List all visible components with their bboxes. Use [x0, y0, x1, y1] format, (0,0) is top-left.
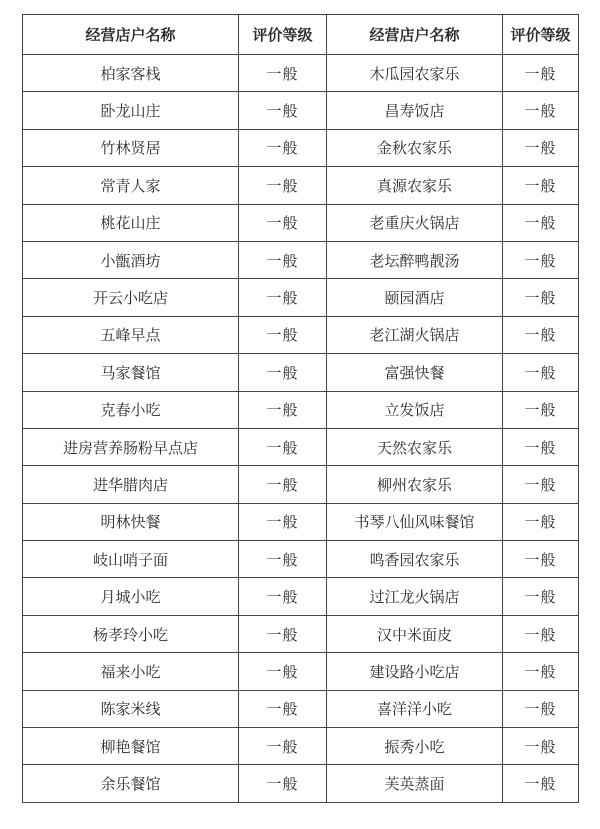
store-name-right: 柳州农家乐 [327, 466, 503, 503]
store-name-left: 余乐餐馆 [23, 765, 239, 802]
grade-right: 一般 [503, 92, 579, 129]
store-name-left: 开云小吃店 [23, 279, 239, 316]
grade-left: 一般 [239, 466, 327, 503]
table-row [23, 129, 579, 166]
grade-right: 一般 [503, 653, 579, 690]
table-row [23, 765, 579, 802]
table-row [23, 167, 579, 204]
grade-right: 一般 [503, 690, 579, 727]
grade-left: 一般 [239, 615, 327, 652]
store-name-left: 杨孝玲小吃 [23, 615, 239, 652]
store-name-left: 进华腊肉店 [23, 466, 239, 503]
store-name-left: 月城小吃 [23, 578, 239, 615]
table-row [23, 316, 579, 353]
header-grade-left: 评价等级 [239, 15, 327, 55]
store-name-right: 立发饭店 [327, 391, 503, 428]
grade-right: 一般 [503, 241, 579, 278]
store-name-right: 富强快餐 [327, 354, 503, 391]
grade-left: 一般 [239, 279, 327, 316]
table-row [23, 466, 579, 503]
grade-left: 一般 [239, 765, 327, 802]
rating-table [22, 14, 579, 803]
grade-right: 一般 [503, 391, 579, 428]
grade-left: 一般 [239, 55, 327, 92]
store-name-right: 建设路小吃店 [327, 653, 503, 690]
header-store-name-left: 经营店户名称 [23, 15, 239, 55]
grade-left: 一般 [239, 129, 327, 166]
grade-left: 一般 [239, 541, 327, 578]
grade-right: 一般 [503, 129, 579, 166]
grade-left: 一般 [239, 167, 327, 204]
store-name-right: 昌寿饭店 [327, 92, 503, 129]
store-name-right: 振秀小吃 [327, 728, 503, 765]
store-name-left: 岐山哨子面 [23, 541, 239, 578]
grade-left: 一般 [239, 578, 327, 615]
grade-right: 一般 [503, 316, 579, 353]
store-name-left: 竹林贤居 [23, 129, 239, 166]
store-name-left: 桃花山庄 [23, 204, 239, 241]
table-row [23, 653, 579, 690]
grade-left: 一般 [239, 428, 327, 465]
grade-left: 一般 [239, 653, 327, 690]
store-name-right: 喜洋洋小吃 [327, 690, 503, 727]
store-name-left: 五峰早点 [23, 316, 239, 353]
grade-left: 一般 [239, 690, 327, 727]
grade-left: 一般 [239, 316, 327, 353]
table-row [23, 55, 579, 92]
table-row [23, 428, 579, 465]
store-name-right: 汉中米面皮 [327, 615, 503, 652]
rating-document [22, 14, 578, 803]
store-name-left: 克春小吃 [23, 391, 239, 428]
grade-right: 一般 [503, 466, 579, 503]
store-name-left: 明林快餐 [23, 503, 239, 540]
store-name-right: 金秋农家乐 [327, 129, 503, 166]
store-name-left: 陈家米线 [23, 690, 239, 727]
table-row [23, 241, 579, 278]
table-row [23, 354, 579, 391]
grade-right: 一般 [503, 428, 579, 465]
header-store-name-right: 经营店户名称 [327, 15, 503, 55]
grade-left: 一般 [239, 204, 327, 241]
grade-right: 一般 [503, 354, 579, 391]
grade-left: 一般 [239, 92, 327, 129]
grade-left: 一般 [239, 391, 327, 428]
store-name-right: 老江湖火锅店 [327, 316, 503, 353]
store-name-left: 福来小吃 [23, 653, 239, 690]
store-name-left: 常青人家 [23, 167, 239, 204]
grade-right: 一般 [503, 55, 579, 92]
grade-left: 一般 [239, 354, 327, 391]
store-name-left: 小甑酒坊 [23, 241, 239, 278]
table-row [23, 728, 579, 765]
table-row [23, 690, 579, 727]
store-name-right: 真源农家乐 [327, 167, 503, 204]
grade-right: 一般 [503, 578, 579, 615]
store-name-right: 颐园酒店 [327, 279, 503, 316]
table-row [23, 391, 579, 428]
store-name-right: 老重庆火锅店 [327, 204, 503, 241]
table-row [23, 541, 579, 578]
table-row [23, 615, 579, 652]
store-name-left: 卧龙山庄 [23, 92, 239, 129]
store-name-right: 鸣香园农家乐 [327, 541, 503, 578]
store-name-right: 天然农家乐 [327, 428, 503, 465]
store-name-left: 马家餐馆 [23, 354, 239, 391]
grade-left: 一般 [239, 241, 327, 278]
grade-left: 一般 [239, 728, 327, 765]
table-row [23, 279, 579, 316]
store-name-right: 书琴八仙风味餐馆 [327, 503, 503, 540]
store-name-right: 老坛醉鸭靓汤 [327, 241, 503, 278]
grade-left: 一般 [239, 503, 327, 540]
table-row [23, 503, 579, 540]
grade-right: 一般 [503, 765, 579, 802]
grade-right: 一般 [503, 503, 579, 540]
grade-right: 一般 [503, 167, 579, 204]
store-name-left: 进房营养肠粉早点店 [23, 428, 239, 465]
table-row [23, 204, 579, 241]
store-name-right: 过江龙火锅店 [327, 578, 503, 615]
grade-right: 一般 [503, 541, 579, 578]
store-name-right: 芙英蒸面 [327, 765, 503, 802]
store-name-right: 木瓜园农家乐 [327, 55, 503, 92]
grade-right: 一般 [503, 204, 579, 241]
grade-right: 一般 [503, 279, 579, 316]
store-name-left: 柏家客栈 [23, 55, 239, 92]
header-grade-right: 评价等级 [503, 15, 579, 55]
table-row [23, 92, 579, 129]
grade-right: 一般 [503, 728, 579, 765]
store-name-left: 柳艳餐馆 [23, 728, 239, 765]
grade-right: 一般 [503, 615, 579, 652]
table-row [23, 578, 579, 615]
header-row [23, 15, 579, 55]
table-body [23, 55, 579, 803]
